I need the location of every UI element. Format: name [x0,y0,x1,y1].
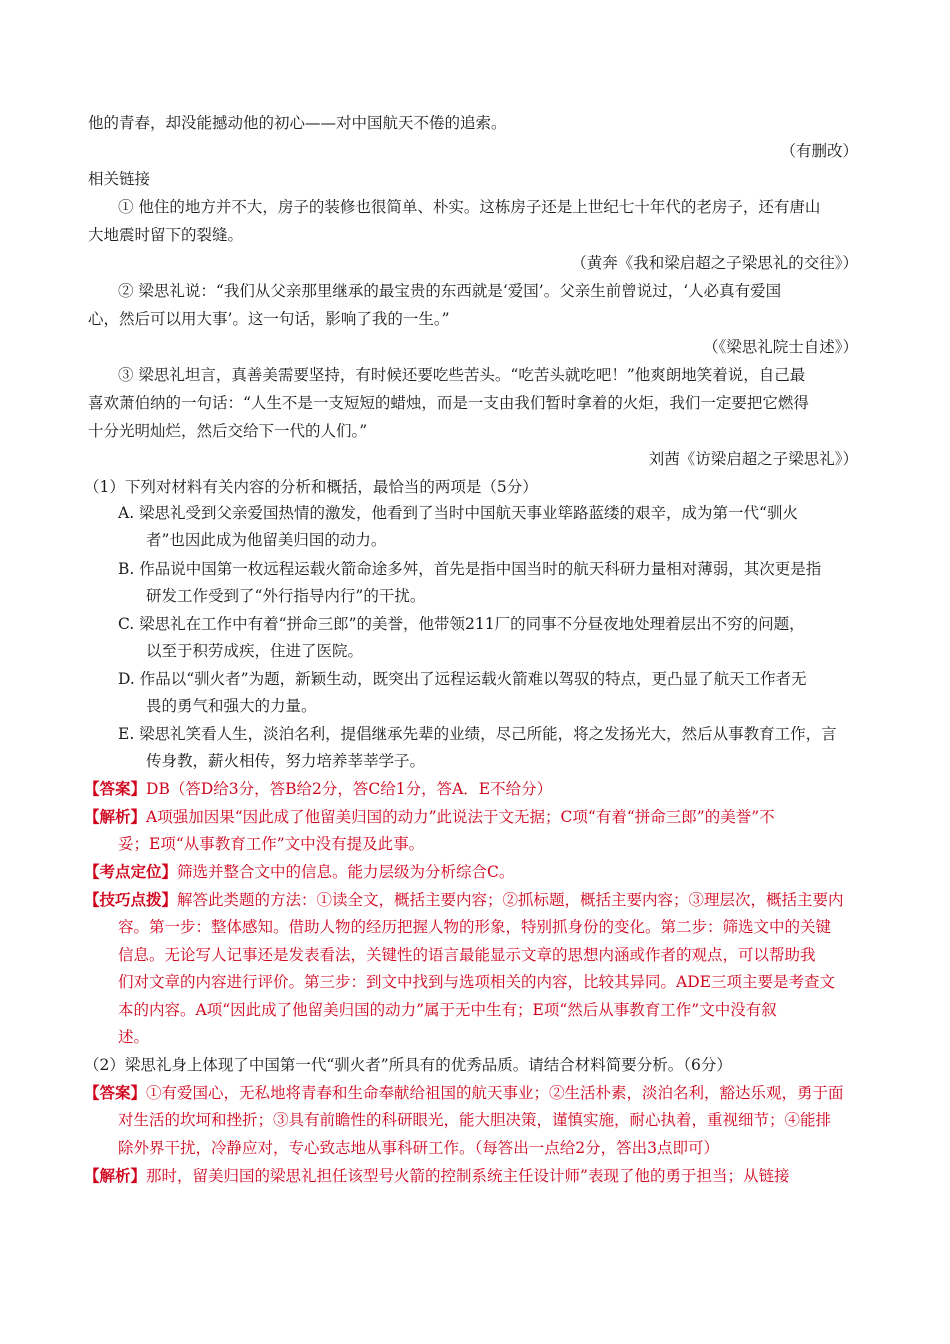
explanation-2-line1 [84,1166,789,1186]
option-b-line1: B. 作品说中国第一枚远程运载火箭命途多舛，首先是指中国当时的航天科研力量相对薄弱，其次更是指 [118,560,822,578]
link3-source: 刘茜《访梁启超之子梁思礼》） [648,450,858,468]
link2-line1: ② 梁思礼说：“我们从父亲那里继承的最宝贵的东西就是‘爱国’。父亲生前曾说过，‘人必真有爱国 [118,282,782,300]
option-a-line1: A. 梁思礼受到父亲爱国热情的激发，他看到了当时中国航天事业筚路蓝缕的艰辛，成为第一代“驯火 [118,504,798,522]
key-point-tag: 【考点定位】 [84,862,178,881]
explanation-2-tag: 【解析】 [84,1166,147,1185]
answer-2-line3: 除外界干扰，冷静应对，专心致志地从事科研工作。（每答出一点给2分，答出3点即可） [118,1139,719,1157]
link2-line2: 心，然后可以用大事’。这一句话，影响了我的一生。” [88,310,450,328]
tips-line6: 述。 [118,1028,150,1046]
key-point-text: 筛选并整合文中的信息。能力层级为分析综合C。 [177,863,515,881]
abridged-note: （有删改） [780,142,858,160]
link3-line1: ③ 梁思礼坦言，真善美需要坚持，有时候还要吃些苦头。“吃苦头就吃吧！”他爽朗地笑着说，自己最 [118,366,806,384]
answer-1-text: DB（答D给3分，答B给2分，答C给1分，答A．E不给分） [146,780,553,798]
question-2: （2）梁思礼身上体现了中国第一代“驯火者”所具有的优秀品质。请结合材料简要分析。（6分） [84,1056,732,1074]
tips-line3: 信息。无论写人记事还是发表看法，关键性的语言最能显示文章的思想内涵或作者的观点，可以帮助我 [118,946,816,964]
link3-line2: 喜欢萧伯纳的一句话：“人生不是一支短短的蜡烛，而是一支由我们暂时拿着的火炬，我们一定要把它燃得 [88,394,809,412]
answer-2-line1 [84,1083,844,1103]
option-e-line1: E. 梁思礼笑看人生，淡泊名利，提倡继承先辈的业绩，尽己所能，将之发扬光大，然后从事教育工作，言 [118,725,837,743]
option-a-line2: 者”也因此成为他留美归国的动力。 [146,531,387,549]
link1-line1: ① 他住的地方并不大，房子的装修也很简单、朴实。这栋房子还是上世纪七十年代的老房子，还有唐山 [118,198,821,216]
tips-line2: 容。第一步：整体感知。借助人物的经历把握人物的形象，特别抓身份的变化。第二步：筛选文中的关键 [118,918,832,936]
explanation-2-text: 那时，留美归国的梁思礼担任该型号火箭的控制系统主任设计师”表现了他的勇于担当；从链接 [146,1167,790,1185]
link1-source: （黄奔《我和梁启超之子梁思礼的交往》） [571,254,858,272]
explanation-1-text: A项强加因果“因此成了他留美归国的动力”此说法于文无据；C项“有着“拼命三郎”的美誉”不 [146,808,775,826]
answer-1-tag: 【答案】 [84,779,147,798]
option-c-line1: C. 梁思礼在工作中有着“拼命三郎”的美誉，他带领211厂的同事不分昼夜地处理着层出不穷的问题， [118,615,805,633]
tips-line5: 本的内容。A项“因此成了他留美归国的动力”属于无中生有；E项“然后从事教育工作”文中没有叙 [118,1001,777,1019]
answer-2-text: ①有爱国心，无私地将青春和生命奉献给祖国的航天事业；②生活朴素，淡泊名利，豁达乐观，勇于面 [146,1084,844,1102]
explanation-1-line1 [84,807,775,827]
answer-1 [84,779,552,799]
option-b-line2: 研发工作受到了“外行指导内行”的干扰。 [146,587,426,605]
option-d-line1: D. 作品以“驯火者”为题，新颖生动，既突出了远程运载火箭难以驾驭的特点，更凸显了航天工作者无 [118,670,807,688]
related-links-title: 相关链接 [88,170,151,188]
option-c-line2: 以至于积劳成疾，住进了医院。 [146,642,364,660]
question-1: （1）下列对材料有关内容的分析和概括，最恰当的两项是（5分） [84,478,538,496]
option-d-line2: 畏的勇气和强大的力量。 [146,697,317,715]
answer-2-tag: 【答案】 [84,1083,147,1102]
link1-line2: 大地震时留下的裂缝。 [88,226,244,244]
link3-line3: 十分光明灿烂，然后交给下一代的人们。” [88,422,368,440]
tips-line1 [84,890,844,910]
option-e-line2: 传身教，薪火相传，努力培养莘莘学子。 [146,752,426,770]
link2-source: （《梁思礼院士自述》） [702,338,858,356]
tips-text: 解答此类题的方法：①读全文，概括主要内容；②抓标题，概括主要内容；③理层次，概括主要内 [177,891,844,909]
explanation-1-line2: 妥；E项“从事教育工作”文中没有提及此事。 [118,835,425,853]
tips-line4: 们对文章的内容进行评价。第三步：到文中找到与选项相关的内容，比较其异同。ADE三项主要是考查文 [118,973,835,991]
explanation-1-tag: 【解析】 [84,807,147,826]
answer-2-line2: 对生活的坎坷和挫折；③具有前瞻性的科研眼光，能大胆决策，谨慎实施，耐心执着，重视细节；④能排 [118,1111,832,1129]
tips-tag: 【技巧点拨】 [84,890,178,909]
passage-ending: 他的青春，却没能撼动他的初心——对中国航天不倦的追索。 [88,114,507,132]
key-point [84,862,514,882]
